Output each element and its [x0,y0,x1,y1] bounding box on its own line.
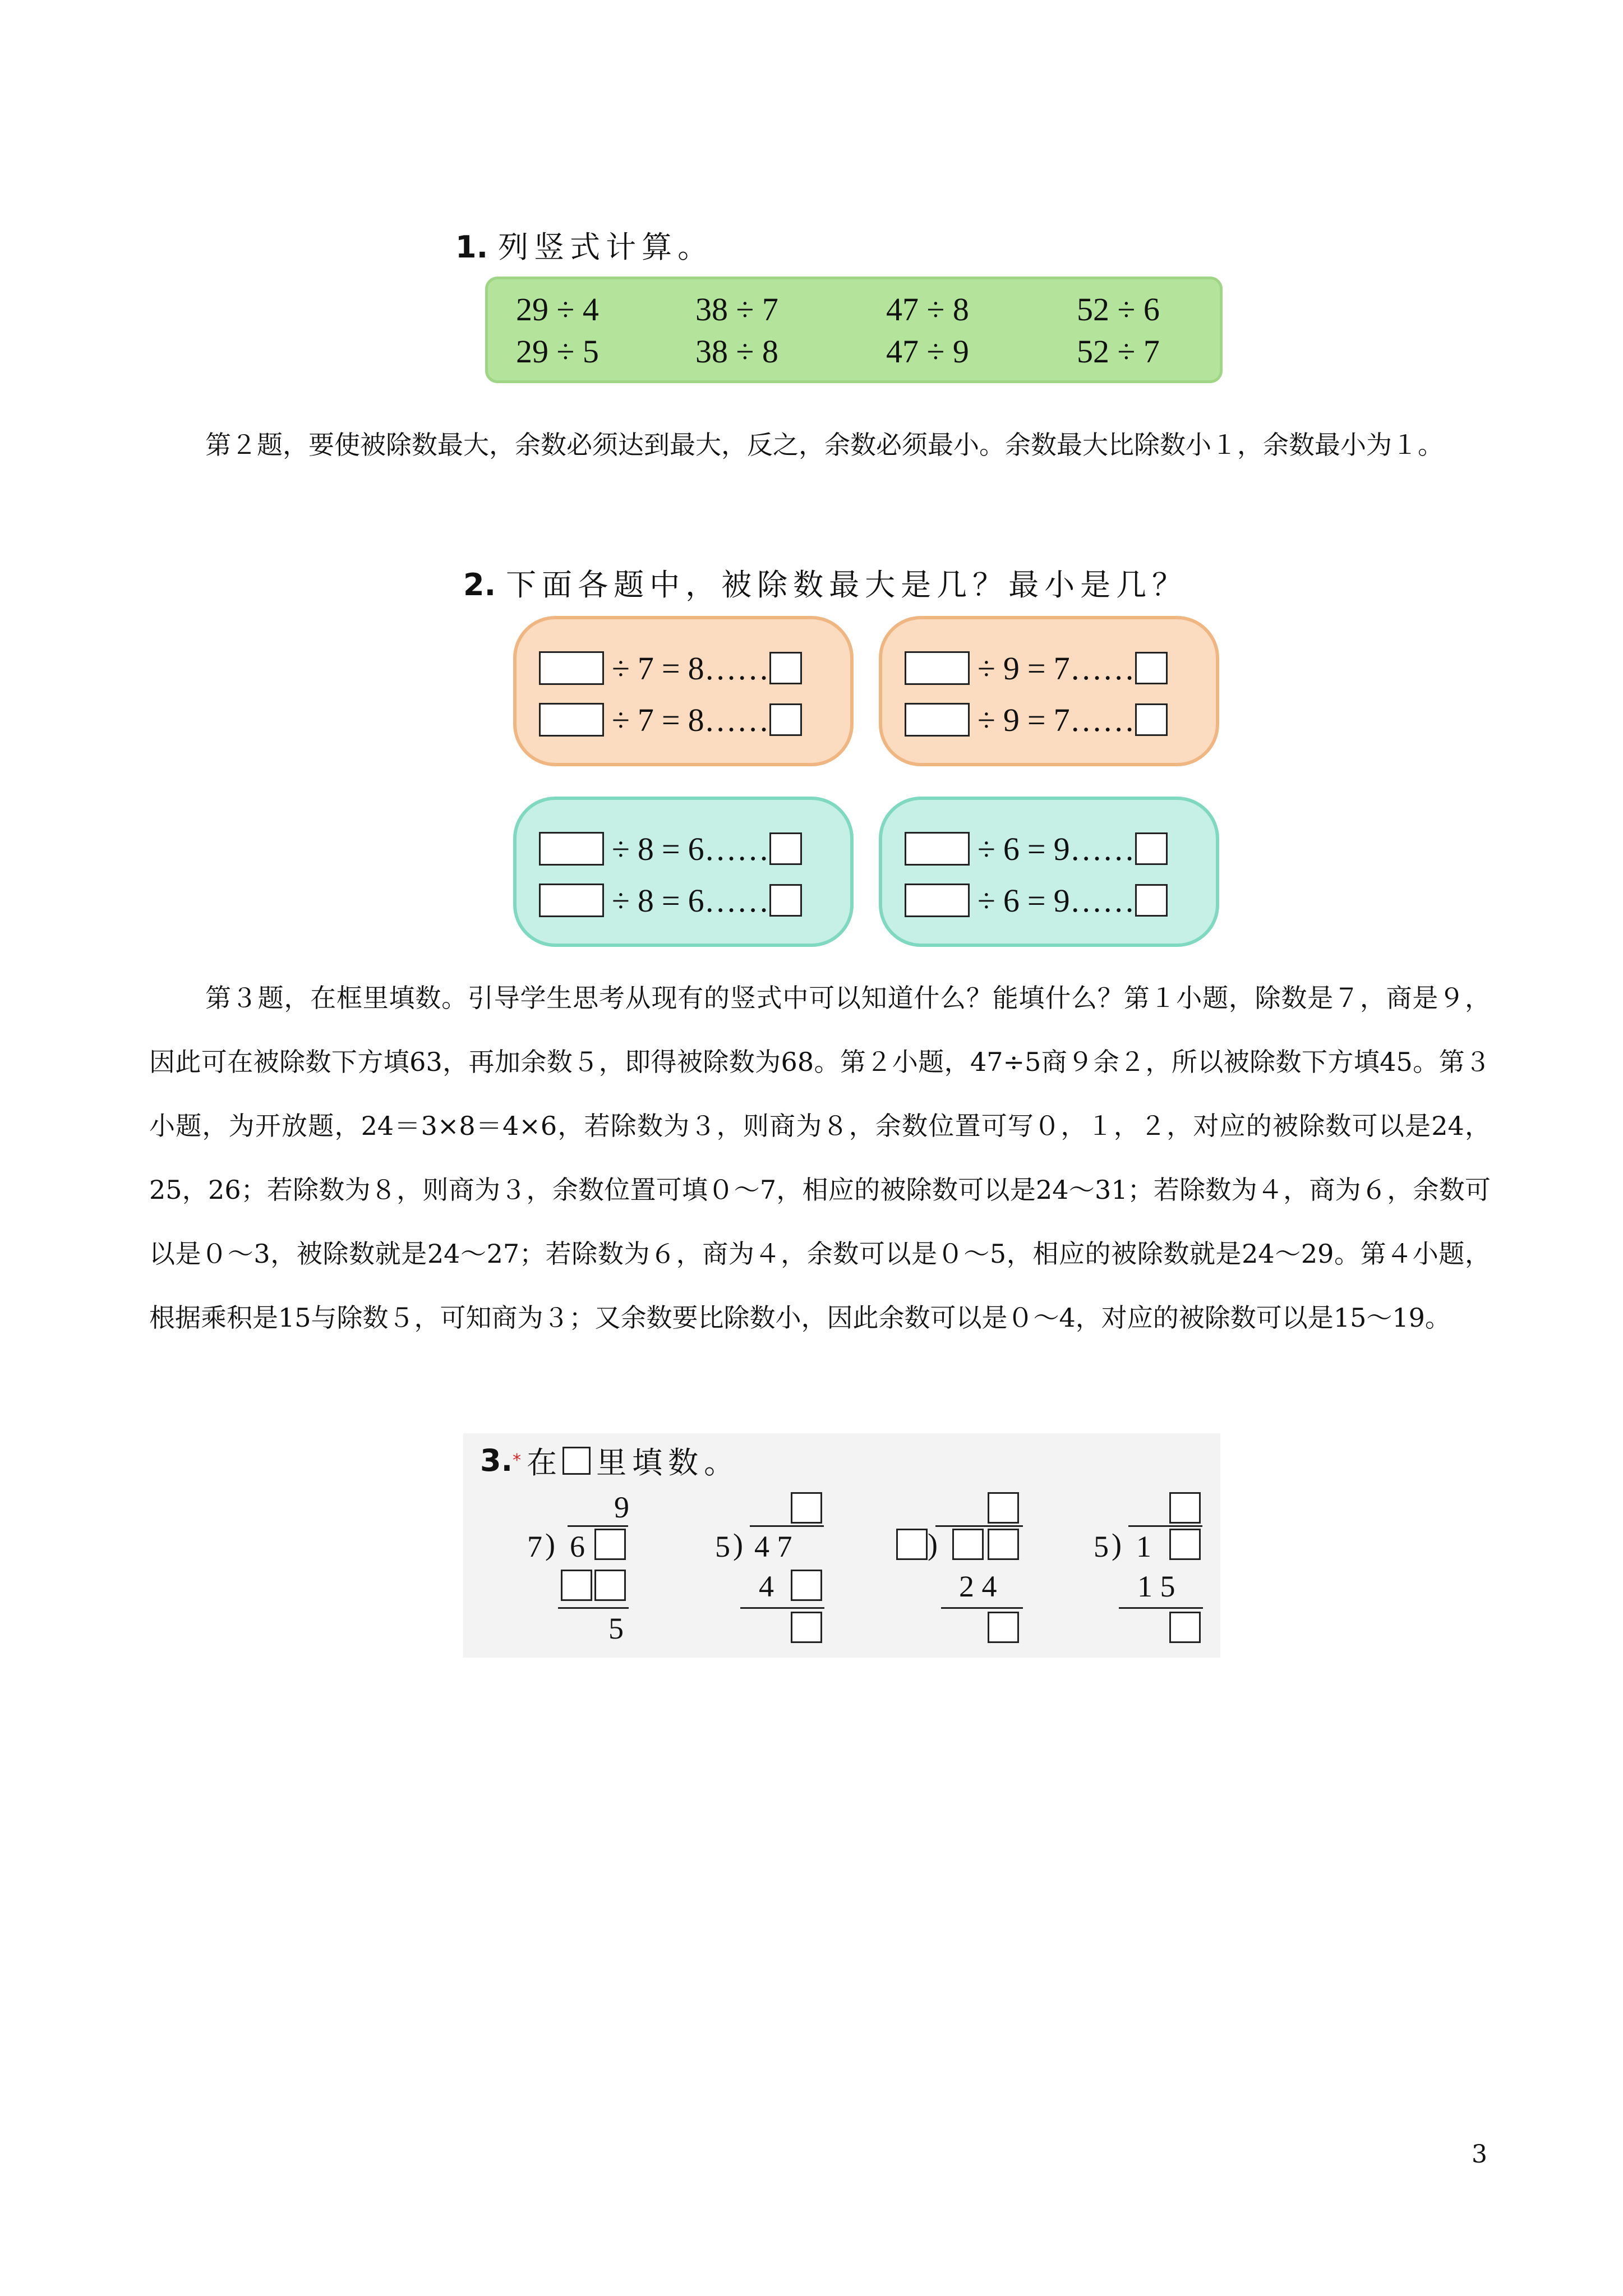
remainder-blank[interactable] [769,884,802,917]
answer-box[interactable] [594,1570,626,1601]
dividend-blank[interactable] [905,832,970,866]
equation-row: ÷ 6 = 9 …… [905,829,1168,868]
division-bracket: ) [545,1527,555,1561]
answer-box[interactable] [952,1529,984,1560]
q2-title: 下面各题中，被除数最大是几？最小是几？ [506,567,1188,602]
quotient: 6 [688,830,704,867]
answer-box[interactable] [791,1570,822,1601]
q2-number: 2. [463,567,496,602]
equation-row: ÷ 8 = 6 …… [539,881,802,920]
q2-box-4 [879,797,1219,947]
divisor-digit: 5 [715,1530,730,1563]
division-bar [568,1525,628,1527]
divisor: 7 [637,701,654,738]
dividend-blank[interactable] [905,651,970,685]
answer-box[interactable] [594,1529,626,1560]
q1-expr: 52 ÷ 7 [1077,333,1160,370]
quotient: 7 [1053,701,1070,738]
answer-box[interactable] [988,1529,1019,1560]
q2-box-3 [513,797,854,947]
dividend-digit: 1 [1136,1530,1151,1563]
quotient: 6 [688,882,704,919]
q2-box-1 [513,616,854,766]
inline-box-icon [562,1447,591,1475]
q2-heading [463,561,1188,604]
divisor: 8 [637,830,654,867]
product-digits: 2 4 [959,1570,997,1603]
dividend-blank[interactable] [905,703,970,737]
dividend-blank[interactable] [539,832,604,866]
answer-box[interactable] [896,1529,928,1560]
q1-expr: 29 ÷ 5 [516,333,599,370]
product-digit: 4 [759,1570,774,1603]
q1-expr: 47 ÷ 8 [886,291,969,328]
q1-heading [455,223,713,266]
division-bar [935,1525,1023,1527]
quotient-digit: 9 [614,1490,629,1524]
q2-box-2 [879,616,1219,766]
q1-expr: 38 ÷ 7 [695,291,778,328]
answer-box[interactable] [561,1570,592,1601]
note-question-2: 第２题，要使被除数最大，余数必须达到最大，反之，余数必须最小。余数最大比除数小１，余数最小为１。 [205,430,1444,460]
subtraction-line [740,1607,824,1609]
remainder-blank[interactable] [1135,652,1168,684]
division-bar [1128,1525,1202,1527]
equation-row: ÷ 7 = 8 …… [539,648,802,688]
quotient: 8 [688,650,704,687]
dividend-blank[interactable] [905,884,970,917]
quotient: 9 [1053,882,1070,919]
division-bracket: ) [733,1527,743,1561]
remainder-blank[interactable] [1135,884,1168,917]
q1-expr: 38 ÷ 8 [695,333,778,370]
answer-box[interactable] [988,1612,1019,1643]
q3-number: 3. [480,1443,513,1478]
q3-star-mark: * [513,1451,522,1470]
q1-expr: 52 ÷ 6 [1077,291,1160,328]
q3-problem-1 [527,1489,656,1658]
q3-heading [480,1439,740,1482]
q1-title: 列竖式计算。 [498,229,714,265]
q3-title-post: 里填数。 [596,1445,740,1480]
equation-row: ÷ 9 = 7 …… [905,648,1168,688]
divisor: 6 [1003,882,1020,919]
q1-expression-box [485,277,1223,383]
q1-number: 1. [455,229,488,265]
q1-expr: 29 ÷ 4 [516,291,599,328]
quotient: 8 [688,701,704,738]
quotient: 9 [1053,830,1070,867]
q3-problem-4 [1094,1489,1223,1658]
q1-expr: 47 ÷ 9 [886,333,969,370]
answer-box[interactable] [1169,1529,1201,1560]
remainder-digit: 5 [608,1612,624,1645]
q3-problem-3 [896,1489,1031,1658]
answer-box[interactable] [791,1492,822,1524]
divisor-digit: 7 [527,1530,542,1563]
dividend-digits: 4 7 [754,1530,792,1563]
q3-title-pre: 在 [527,1445,563,1480]
division-bracket: ) [1112,1527,1122,1561]
dividend-blank[interactable] [539,884,604,917]
product-digits: 1 5 [1137,1570,1175,1603]
remainder-blank[interactable] [1135,832,1168,865]
divisor: 9 [1003,701,1020,738]
divisor: 8 [637,882,654,919]
subtraction-line [1119,1607,1203,1609]
quotient: 7 [1053,650,1070,687]
answer-box[interactable] [791,1612,822,1643]
equation-row: ÷ 7 = 8 …… [539,700,802,739]
answer-box[interactable] [1169,1492,1201,1524]
equation-row: ÷ 9 = 7 …… [905,700,1168,739]
remainder-blank[interactable] [769,832,802,865]
subtraction-line [558,1607,629,1609]
divisor: 6 [1003,830,1020,867]
remainder-blank[interactable] [769,652,802,684]
divisor: 9 [1003,650,1020,687]
equation-row: ÷ 6 = 9 …… [905,881,1168,920]
answer-box[interactable] [988,1492,1019,1524]
equation-row: ÷ 8 = 6 …… [539,829,802,868]
page-number: 3 [1472,2140,1487,2169]
subtraction-line [941,1607,1023,1609]
division-bracket: ) [928,1527,938,1561]
divisor-digit: 5 [1094,1530,1109,1563]
q3-problem-2 [715,1489,844,1658]
dividend-blank[interactable] [539,651,604,685]
remainder-blank[interactable] [1135,703,1168,736]
note-question-3: 第３题，在框里填数。引导学生思考从现有的竖式中可以知道什么？能填什么？第１小题，除数是７，商是９，因此可在被除数下方填63，再加余数５，即得被除数为68。第２小题，47÷5商９余２，所以被除数下方填45。第３小题，为开放题，24＝3×8＝4×6，若除数为３，则商为８，余数位置可写０，１，２，对应的被除数可以是24，25，26；若除数为８，则商为３，余数位置可填０～7，相应的被除数可以是24～31；若除数为４，商为６，余数可以是０～3，被除数就是24～27；若除数为６，商为４，余数可以是０～5，相应的被除数就是24～29。第４小题，根据乘积是15与除数５，可知商为３；又余数要比除数小，因此余数可以是０～4，对应的被除数可以是15～19。 [149,983,1491,1333]
remainder-blank[interactable] [769,703,802,736]
answer-box[interactable] [1169,1612,1201,1643]
dividend-digit: 6 [570,1530,585,1563]
division-bar [750,1525,824,1527]
dividend-blank[interactable] [539,703,604,737]
divisor: 7 [637,650,654,687]
